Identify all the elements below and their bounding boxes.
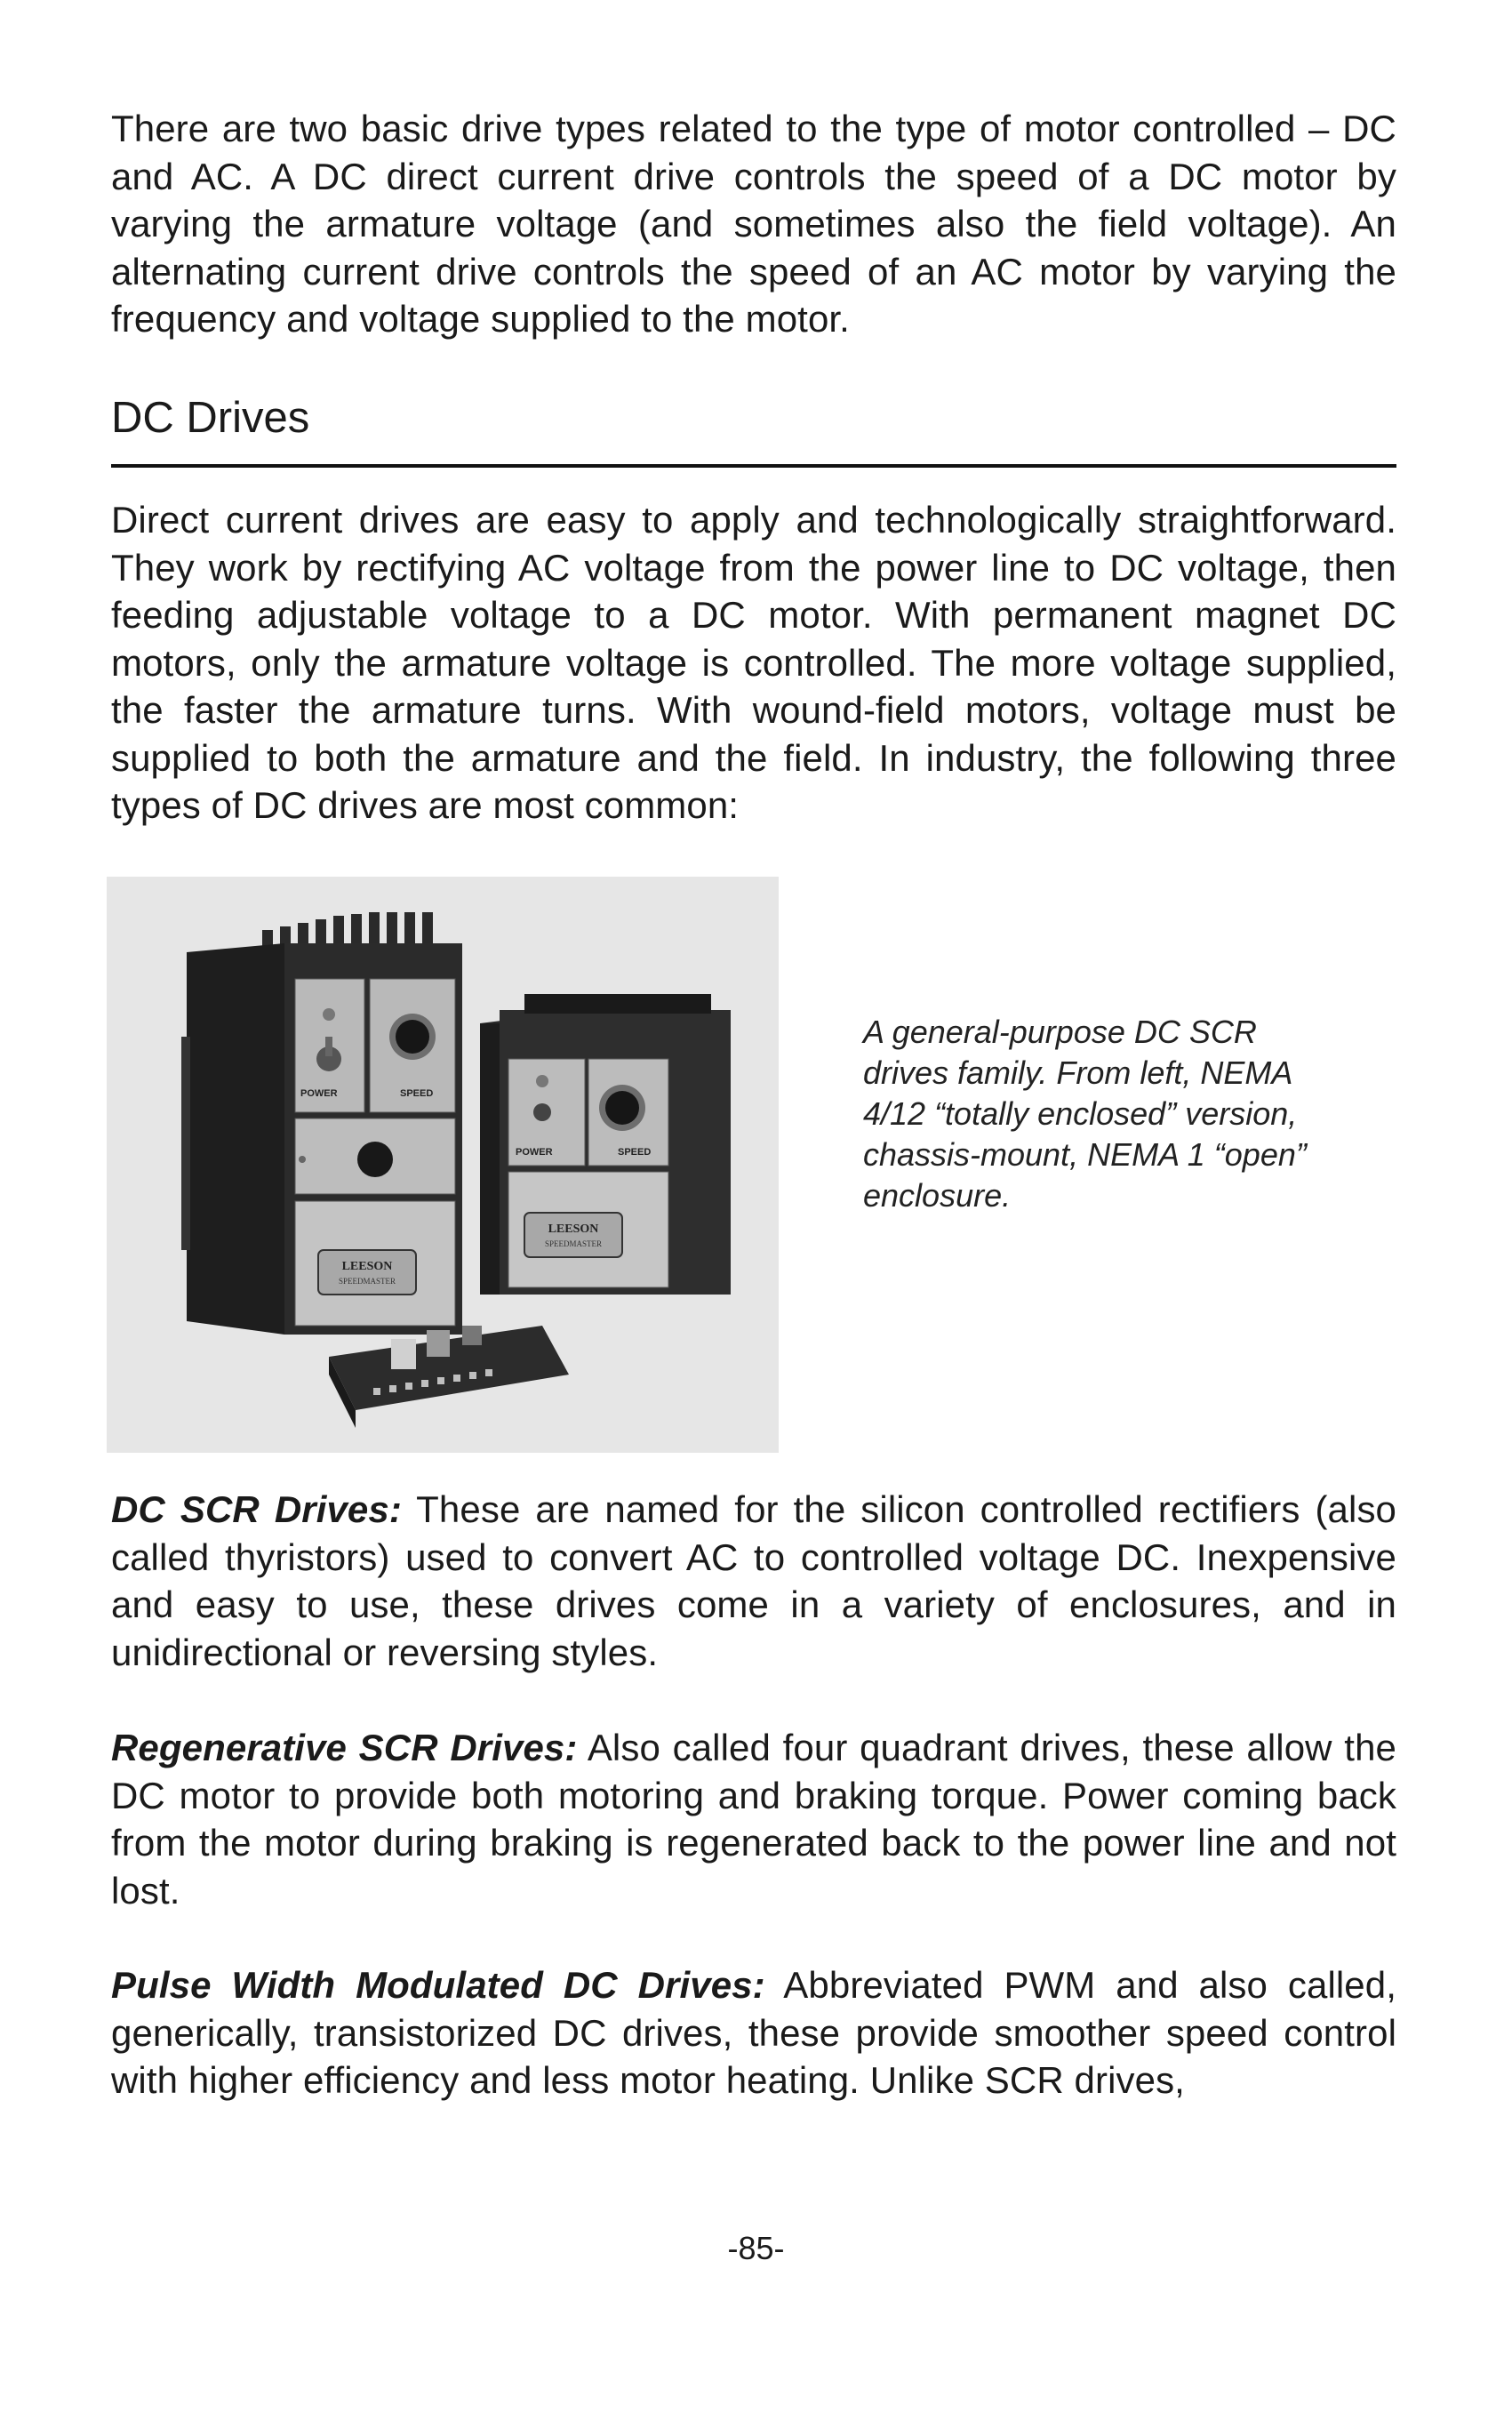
right-speed-label: SPEED xyxy=(618,1147,652,1158)
section-title: DC Drives xyxy=(111,394,310,442)
pwm-text: Abbreviated PWM and also called, generically, transistorized DC drives, these provide smoother speed control with higher efficiency and less motor heating. Unlike SCR drives, xyxy=(111,1964,1396,2101)
dc-scr-drives-paragraph xyxy=(111,1486,1396,1676)
dc-scr-text: These are named for the silicon controlled rectifiers (also called thyristors) used to convert AC to controlled voltage DC. Inexpensive and easy to use, these drives come in a variety of enclosures, and in unidirectional or reversing styles. xyxy=(111,1488,1397,1673)
pwm-drives-paragraph xyxy=(111,1961,1396,2104)
left-logo: LEESON xyxy=(341,1260,393,1273)
left-logo-sub: SPEEDMASTER xyxy=(338,1277,396,1286)
figure-caption: A general-purpose DC SCR drives family. From left, NEMA 4/12 “totally enclosed” version, chassis-mount, NEMA 1 “open” enclosure. xyxy=(863,1014,1307,1214)
dc-scr-term: DC SCR Drives: xyxy=(111,1488,402,1530)
regenerative-drives-paragraph xyxy=(111,1724,1396,1914)
right-power-label: POWER xyxy=(516,1147,553,1158)
dc-drives-paragraph: Direct current drives are easy to apply and technologically straightforward. They work by rectifying AC voltage from the power line to DC voltage, then feeding adjustable voltage to a DC motor. With permanent magnet DC motors, only the armature voltage is controlled. The more voltage supplied, the faster the armature turns. With wound-field motors, voltage must be supplied to both the armature and the field. In industry, the following three types of DC drives are most common: xyxy=(111,499,1396,826)
drives-photo xyxy=(107,877,779,1453)
right-logo-sub: SPEEDMASTER xyxy=(544,1239,603,1248)
pwm-term: Pulse Width Modulated DC Drives: xyxy=(111,1964,765,2006)
left-speed-label: SPEED xyxy=(400,1088,434,1099)
regenerative-term: Regenerative SCR Drives: xyxy=(111,1727,578,1768)
right-logo: LEESON xyxy=(548,1223,599,1236)
regenerative-text: Also called four quadrant drives, these allow the DC motor to provide both motoring and braking torque. Power coming back from the motor during braking is regenerated back to the power line and not lost. xyxy=(111,1727,1396,1912)
left-power-label: POWER xyxy=(300,1088,338,1099)
section-rule xyxy=(111,464,1396,468)
page-number: -85- xyxy=(727,2230,785,2266)
intro-paragraph: There are two basic drive types related to the type of motor controlled – DC and AC. A DC direct current drive controls the speed of a DC motor by varying the armature voltage (and sometimes also the field voltage). An alternating current drive controls the speed of an AC motor by varying the frequency and voltage supplied to the motor. xyxy=(111,108,1396,340)
